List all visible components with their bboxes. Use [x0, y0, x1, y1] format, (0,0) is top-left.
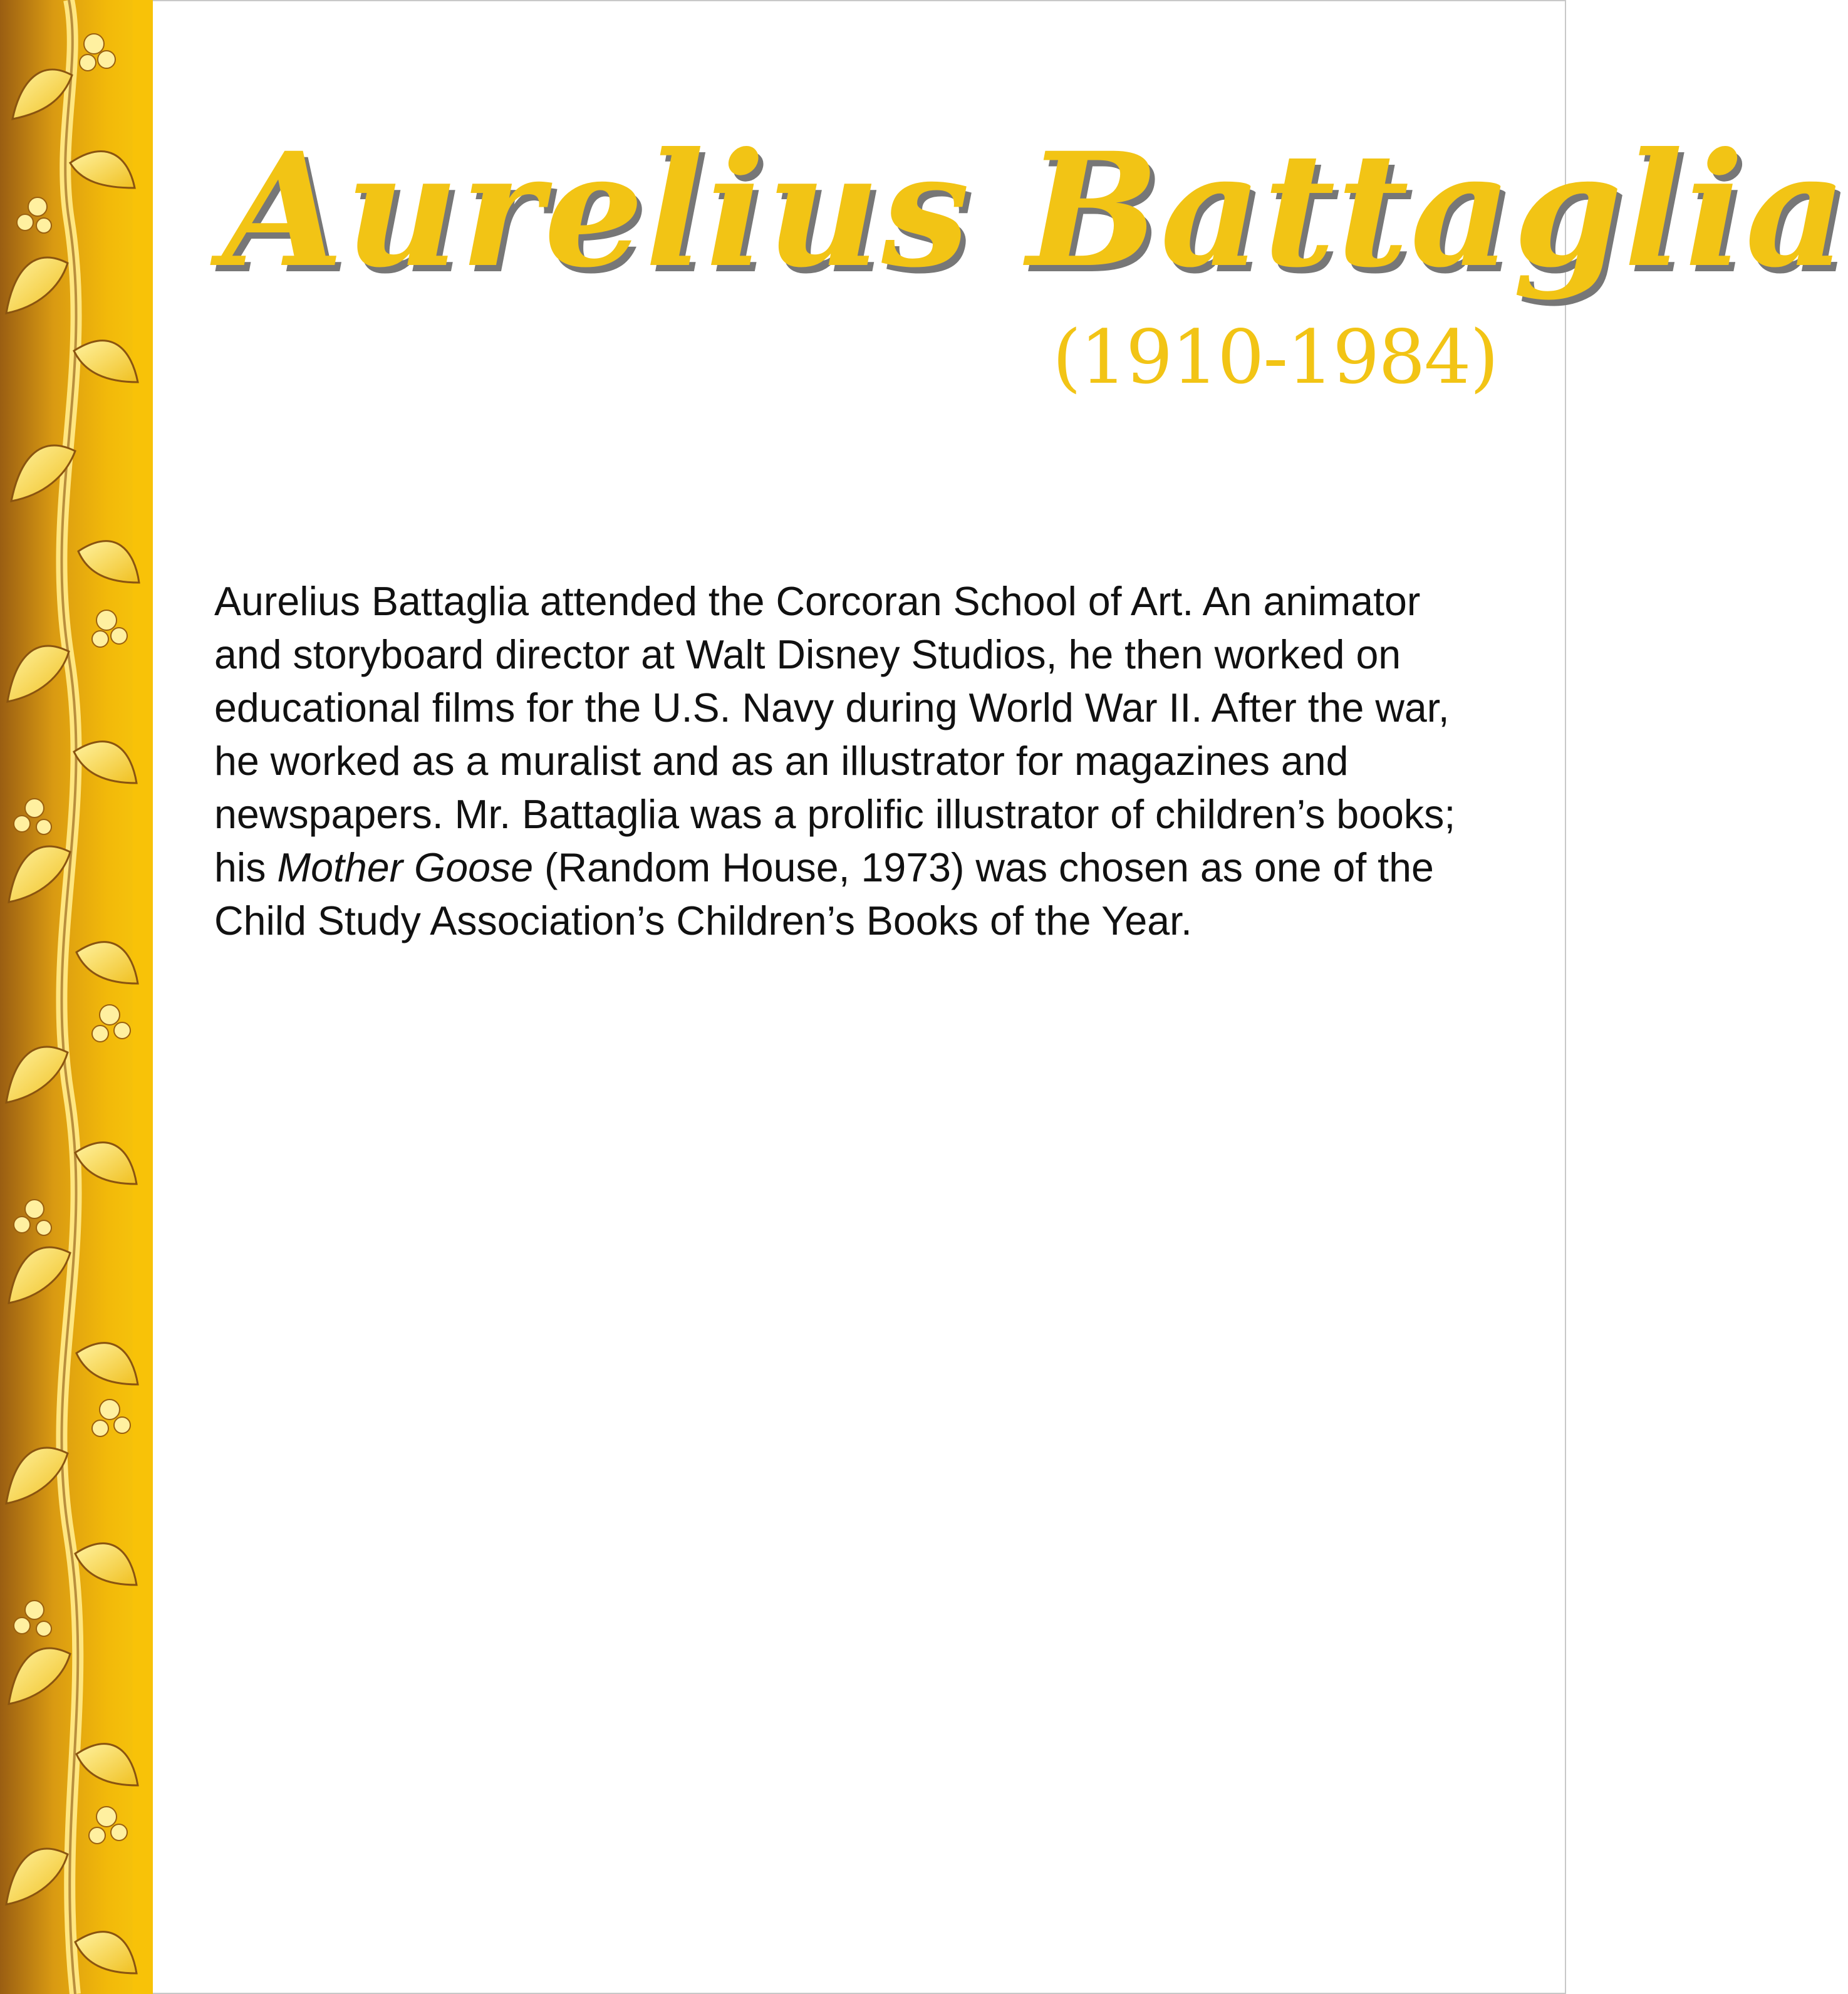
bio-line: Child Study Association’s Children’s Books of the Year.	[214, 898, 1192, 943]
artist-name-title: Aurelius Battaglia	[222, 118, 1848, 302]
bio-text: (Random House, 1973) was chosen as one of the	[533, 845, 1434, 890]
bio-line: and storyboard director at Walt Disney Studios, he then worked on	[214, 632, 1401, 677]
bio-line: educational films for the U.S. Navy during World War II. After the war,	[214, 685, 1450, 730]
decorative-vine-border	[0, 0, 153, 1994]
book-title: Mother Goose	[277, 845, 534, 890]
bio-line: Aurelius Battaglia attended the Corcoran School of Art. An animator	[214, 579, 1421, 624]
biography-paragraph	[214, 575, 1517, 948]
bio-line	[214, 841, 1517, 895]
life-dates: (1910-1984)	[1052, 314, 1498, 400]
bio-line: newspapers. Mr. Battaglia was a prolific illustrator of children’s books;	[214, 792, 1456, 837]
bio-text: his	[214, 845, 278, 890]
bio-line: he worked as a muralist and as an illustrator for magazines and	[214, 739, 1349, 784]
